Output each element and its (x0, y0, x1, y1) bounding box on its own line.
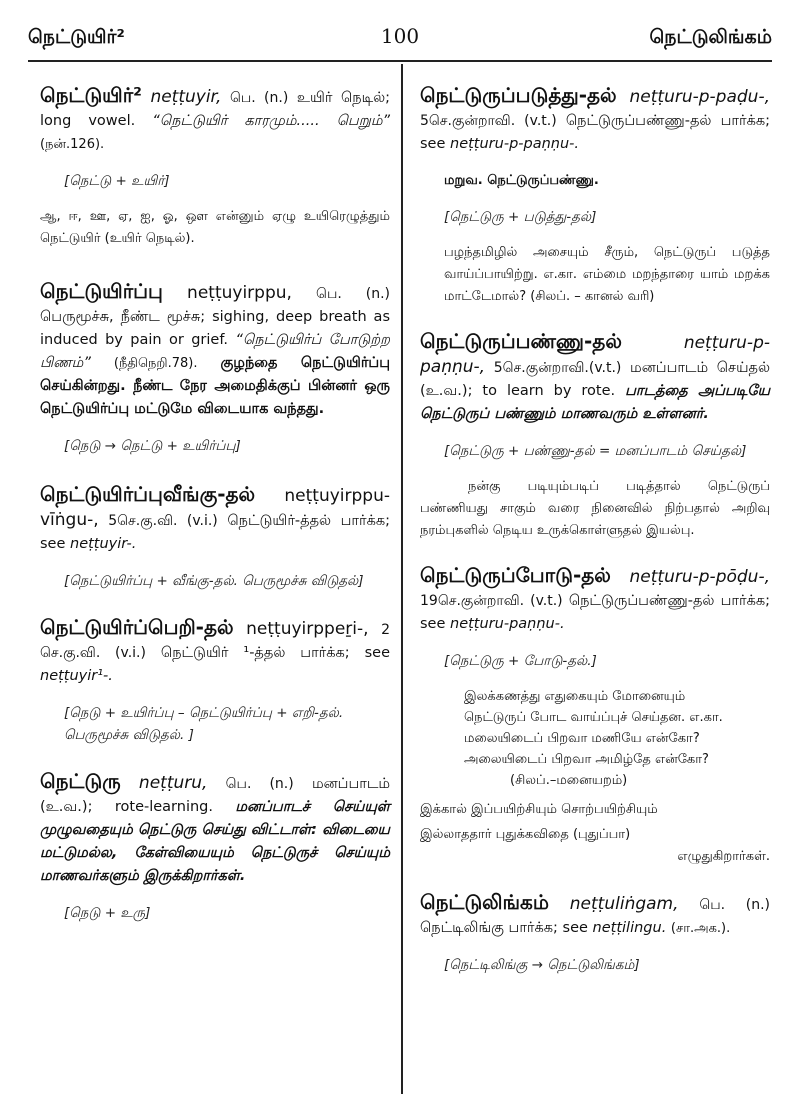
definition: நெட்டுருப்பண்ணு-தல் பார்க்க; see (420, 593, 770, 632)
definition: பெருமூச்சு, நீண்ட மூச்சு; sighing, deep breath as induced by pain or grief. (40, 309, 390, 348)
headword: நெட்டுருப்போடு-தல் (420, 563, 611, 587)
entry-netturuppodu (420, 564, 770, 865)
part-of-speech: 19செ.குன்றாவி. (v.t.) (420, 593, 563, 609)
usage-example: குழந்தை நெட்டுயிர்ப்பு செய்கின்றது. நீண்ட நேர அமைதிக்குப் பின்னர் ஒரு நெட்டுயிர்ப்பு மட்டுமே விடையாக வந்தது. (40, 355, 391, 417)
part-of-speech: பெ. (n.) (229, 90, 289, 106)
verse-quotation (464, 686, 770, 791)
citation: (சா.அக.). (670, 921, 731, 936)
prose-line: இல்லாததார் புதுக்கவிதை (புதுப்பா) (420, 827, 631, 842)
verse-line: இலக்கணத்து எதுகையும் மோனையும் (464, 689, 686, 704)
quotation: “நெட்டுயிர் காரமும்..... பெறும்” (152, 113, 390, 129)
see-reference: neṭṭilingu. (592, 920, 667, 936)
etymology: [நெட்டு + உயிர்] (64, 173, 170, 189)
verse-reference: (சிலப்.–மனையறம்) (510, 773, 628, 788)
etymology: [நெடு + உயிர்ப்பு – நெட்டுயிர்ப்பு + எறி-தல். பெருமூச்சு விடுதல். ] (64, 705, 344, 743)
entry-body: ஆ, ஈ, ஊ, ஏ, ஐ, ஓ, ஔ என்னும் ஏழு உயிரெழுத்தும் நெட்டுயிர் (உயிர் நெடில்). (40, 209, 390, 246)
verse-line: மலையிடைப் பிறவா மணியே என்கோ? (464, 731, 700, 746)
etymology: [நெட்டுயிர்ப்பு + வீங்கு-தல். பெருமூச்சு விடுதல்] (64, 573, 364, 589)
transliteration: neṭṭuliṅgam, (569, 894, 679, 914)
usage-example: பாடத்தை அப்படியே நெட்டுருப் பண்ணும் மாணவரும் உள்ளனர். (420, 383, 770, 422)
headword: நெட்டுயிர்ப்பெறி-தல் (40, 615, 234, 639)
part-of-speech: 5செ.குன்றாவி. (v.t.) (420, 113, 557, 129)
definition: மனப்பாடம் (உ.வ.); rote-learning. (40, 776, 391, 815)
etymology: [நெட்டுரு + பண்ணு-தல் = மனப்பாடம் செய்தல்] (444, 443, 747, 459)
definition: நெட்டிலிங்கு பார்க்க; see (420, 920, 588, 936)
part-of-speech: 5செ.கு.வி. (v.i.) (108, 513, 218, 529)
entry-nettulingam (420, 891, 770, 976)
entry-body: நன்கு படியும்படிப் படித்தால் நெட்டுருப் பண்ணியது சாகும் வரை நினைவில் நிற்பதால் அறிவு நரம்புகளில் நெடிய உருக்கொள்ளுதல் இயல்பு. (420, 479, 770, 538)
entry-netturuppannu (420, 330, 770, 542)
quotation: “நெட்டுயிர்ப் போடுற்ற பிணம்” (40, 332, 390, 371)
headword: நெட்டுருப்படுத்து-தல் (420, 83, 617, 107)
headword: நெட்டுரு (40, 769, 121, 793)
etymology: [நெட்டுரு + படுத்து-தல்] (444, 209, 597, 225)
see-reference: neṭṭuyir¹-. (40, 668, 113, 684)
see-reference: neṭṭuru-p-paṇṇu-. (450, 136, 580, 152)
headword: நெட்டுயிர்² (40, 83, 142, 107)
part-of-speech: பெ. (n.) (699, 897, 771, 913)
entry-body: பழந்தமிழில் அசையும் சீரும், நெட்டுருப் படுத்த வாய்ப்பாயிற்று. எ.கா. எம்மை மறந்தாரை யாம் மறக்க மாட்டேமால்? (சிலப். – கானல் வரி) (444, 245, 770, 304)
entry-nettuyirppuvinku (40, 483, 390, 592)
transliteration: neṭṭuru-p-paḍu-, (629, 87, 770, 107)
verse-line: அலையிடைப் பிறவா அமிழ்தே என்கோ? (464, 752, 709, 767)
transliteration: neṭṭuyirppu-vīṅgu-, (40, 486, 390, 530)
transliteration: neṭṭuru-p-pōḍu-, (629, 567, 770, 587)
see-reference: neṭṭuyir-. (70, 536, 137, 552)
citation: (நன்.126). (40, 137, 105, 152)
etymology: [நெட்டிலிங்கு → நெட்டுலிங்கம்] (444, 957, 640, 973)
column-divider (401, 64, 403, 1094)
variant-form: மறுவ. நெட்டுருப்பண்ணு. (444, 173, 599, 188)
entry-netturu (40, 770, 390, 924)
transliteration: neṭṭuru, (138, 773, 208, 793)
definition: மனப்பாடம் செய்தல் (உ.வ.); to learn by rote. (420, 360, 771, 399)
transliteration: neṭṭuyirppu, (187, 283, 292, 303)
citation: (நீதிநெறி.78). (113, 356, 198, 371)
definition: நெட்டுயிர்-த்தல் பார்க்க; see (40, 513, 390, 552)
part-of-speech: பெ. (n.) (316, 286, 391, 302)
left-column (40, 84, 390, 938)
headword: நெட்டுலிங்கம் (420, 890, 549, 914)
header-left-guide-word: நெட்டுயிர்² (28, 26, 125, 48)
headword: நெட்டுருப்பண்ணு-தல் (420, 329, 622, 353)
verse-line: நெட்டுருப் போட வாய்ப்புச் செய்தன. எ.கா. (464, 710, 723, 725)
transliteration: neṭṭuyir, (150, 87, 222, 107)
prose-line: இக்கால் இப்பயிற்சியும் சொற்பயிற்சியும் (420, 802, 658, 817)
prose-line: எழுதுகிறார்கள். (677, 849, 770, 864)
part-of-speech: பெ. (n.) (225, 776, 294, 792)
entry-nettuyirpperi (40, 616, 390, 746)
entry-nettuyirppu (40, 280, 390, 457)
page-number: 100 (380, 24, 420, 48)
definition: உயிர் நெடில்; long vowel. (40, 90, 391, 129)
transliteration: neṭṭuyirppeṟi-, (246, 619, 369, 639)
headword: நெட்டுயிர்ப்புவீங்கு-தல் (40, 482, 256, 506)
usage-example: மனப்பாடச் செய்யுள் முழுவதையும் நெட்டுரு செய்து விட்டாள்: விடையை மட்டுமல்ல, கேள்வியையும் நெட்டுருச் செய்யும் மாணவர்களும் இருக்கிறார்கள். (40, 799, 390, 884)
part-of-speech: 2 செ.கு.வி. (v.i.) (40, 622, 391, 661)
etymology: [நெட்டுரு + போடு-தல்.] (444, 653, 597, 669)
transliteration: neṭṭuru-p-paṇṇu-, (420, 333, 770, 377)
headword: நெட்டுயிர்ப்பு (40, 279, 163, 303)
entry-netturuppaduttu (420, 84, 770, 308)
see-reference: neṭṭuru-paṇṇu-. (450, 616, 565, 632)
part-of-speech: 5செ.குன்றாவி.(v.t.) (493, 360, 622, 376)
etymology: [நெடு → நெட்டு + உயிர்ப்பு] (64, 438, 241, 454)
page-header (28, 8, 772, 62)
entry-nettuyir (40, 84, 390, 250)
definition: நெட்டுருப்பண்ணு-தல் பார்க்க; see (420, 113, 771, 152)
header-right-guide-word: நெட்டுலிங்கம் (649, 26, 772, 48)
definition: நெட்டுயிர் ¹-த்தல் பார்க்க; see (160, 645, 390, 661)
etymology: [நெடு + உரு] (64, 905, 151, 921)
right-column (420, 84, 770, 990)
